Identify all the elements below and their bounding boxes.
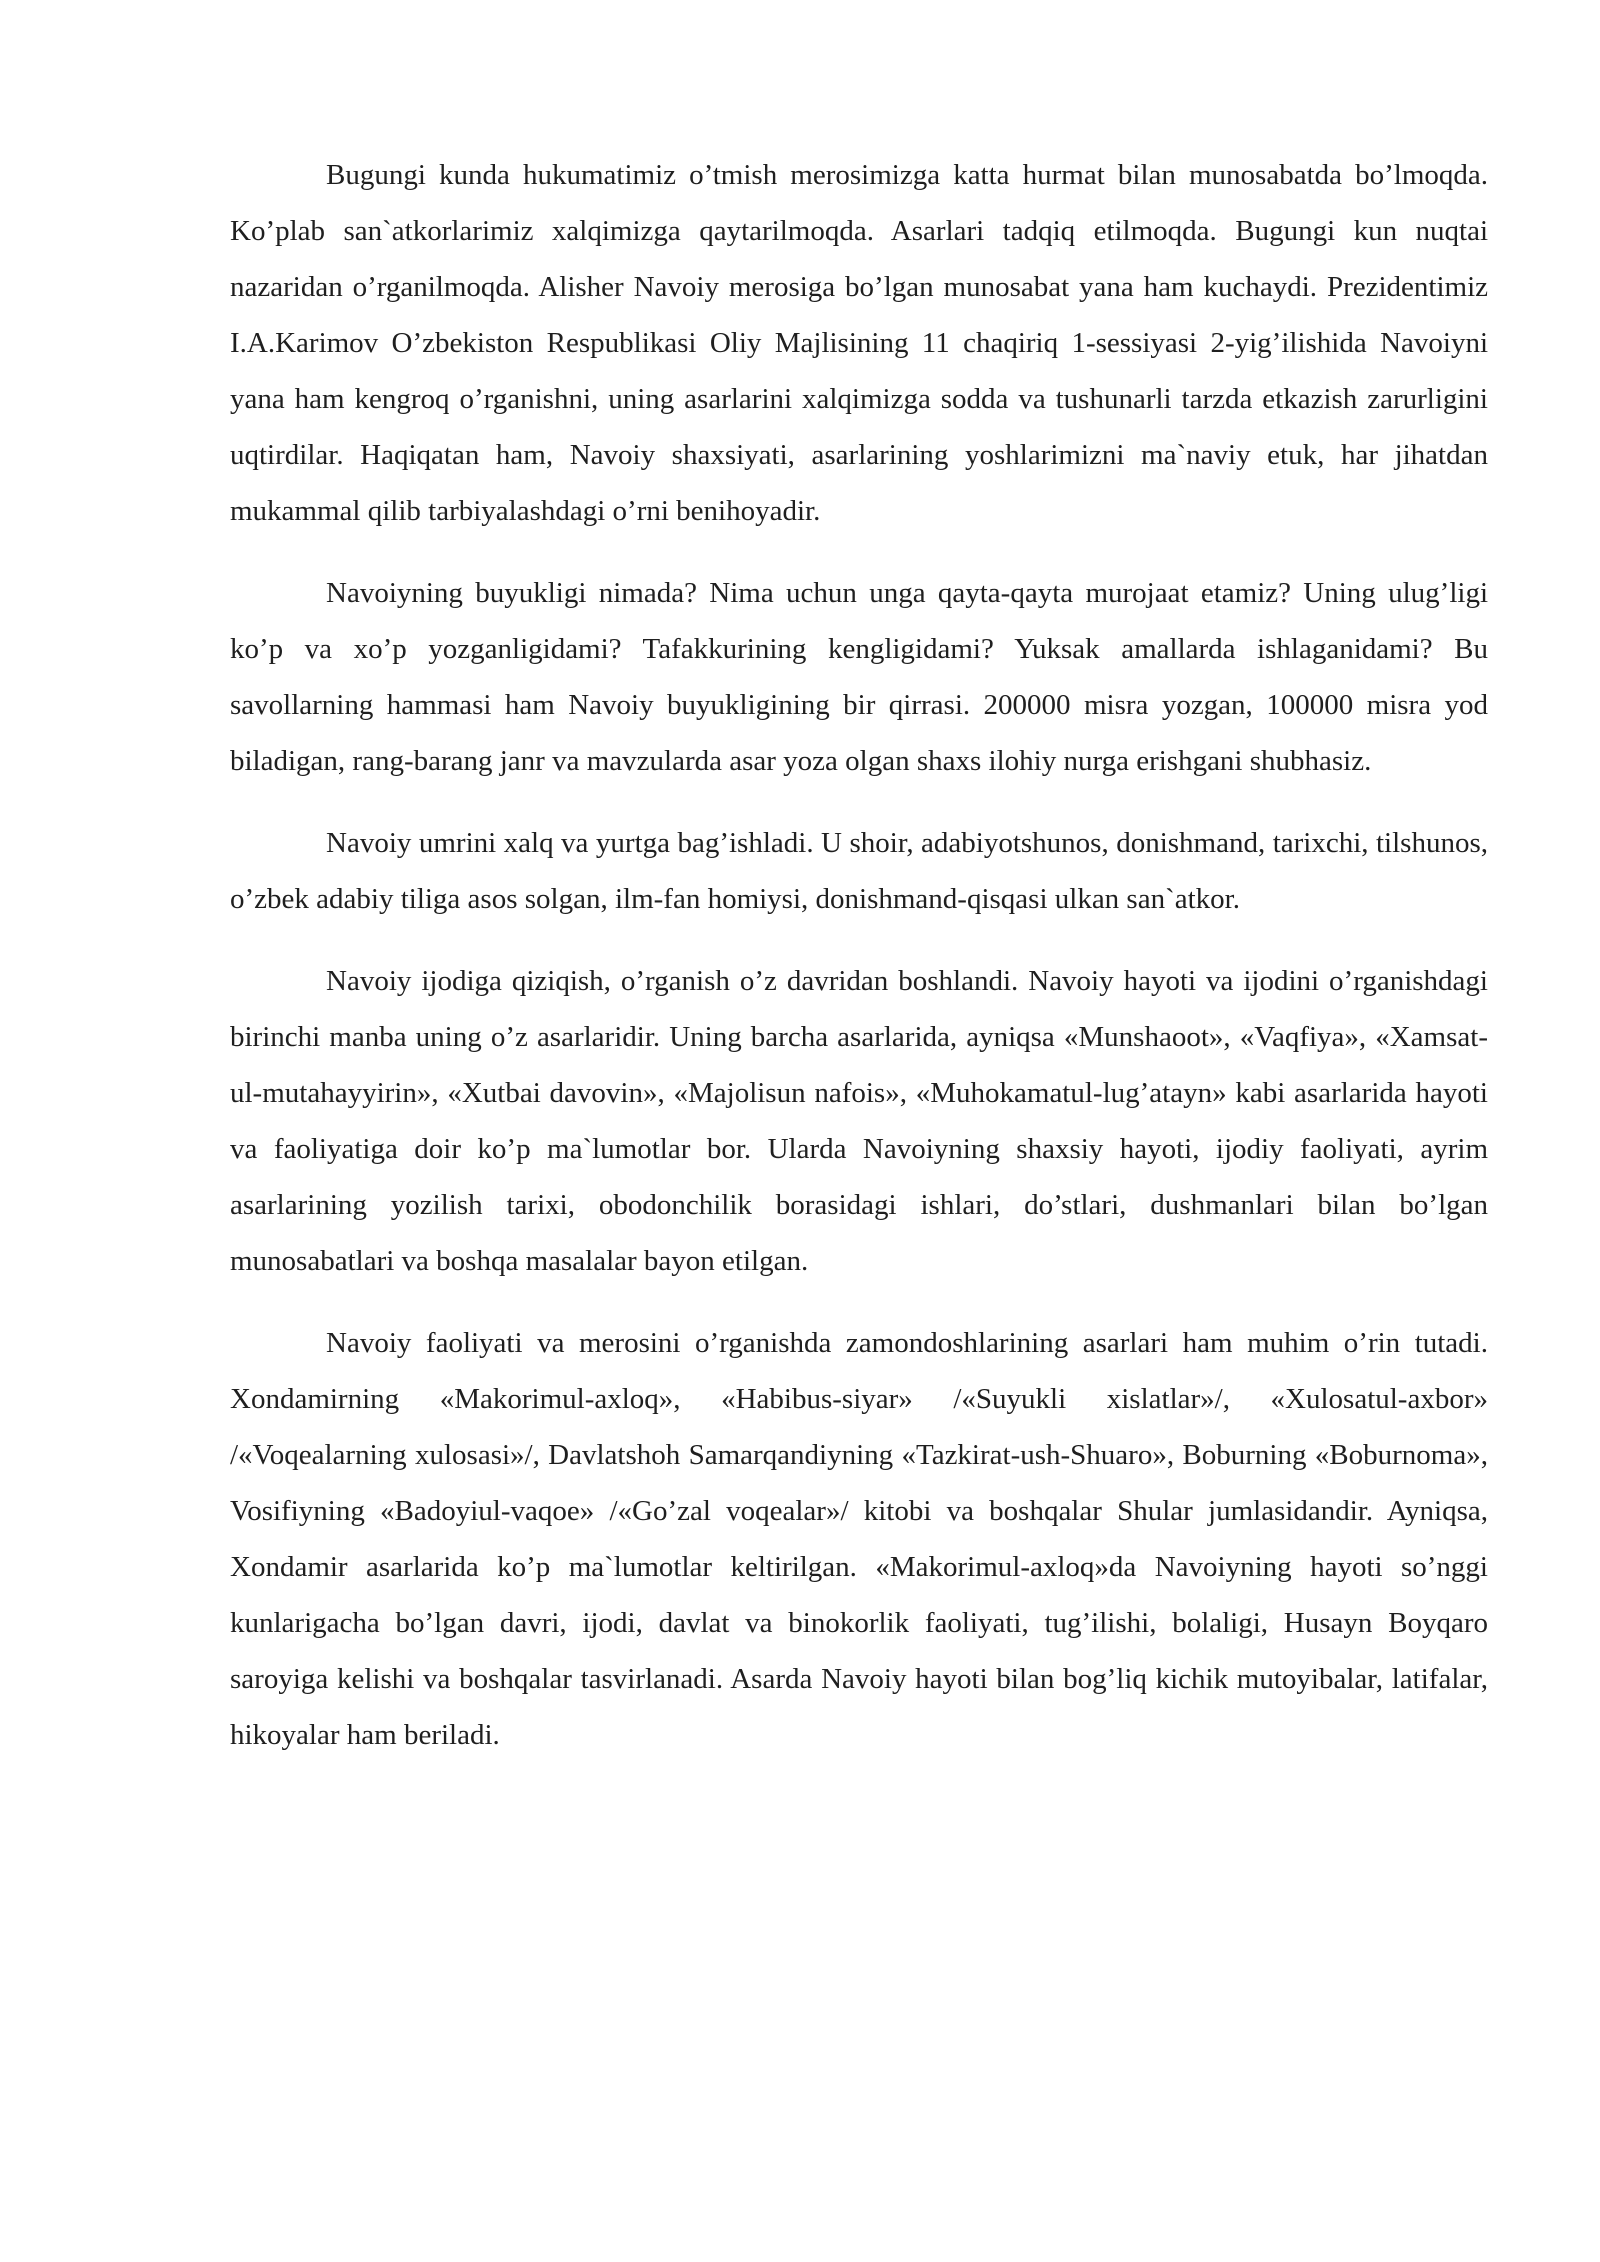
paragraph-3: Navoiy umrini xalq va yurtga bag’ishladi. U shoir, adabiyotshunos, donishmand, tarixchi, tilshunos, o’zbek adabiy tiliga asos solgan, ilm-fan homiysi, donishmand-qisqasi ulkan san`atkor.: [230, 827, 1488, 915]
document-body: [230, 147, 1488, 1789]
paragraph-2: Navoiyning buyukligi nimada? Nima uchun unga qayta-qayta murojaat etamiz? Uning ulug’ligi ko’p va xo’p yozganligidami? Tafakkurining kengligidami? Yuksak amallarda ishlaganidami? Bu savollarning hammasi ham Navoiy buyukligining bir qirrasi. 200000 misra yozgan, 100000 misra yod biladigan, rang-barang janr va mavzularda asar yoza olgan shaxs ilohiy nurga erishgani shubhasiz.: [230, 577, 1488, 777]
paragraph-1: Bugungi kunda hukumatimiz o’tmish merosimizga katta hurmat bilan munosabatda bo’lmoqda. Ko’plab san`atkorlarimiz xalqimizga qaytarilmoqda. Asarlari tadqiq etilmoqda. Bugungi kun nuqtai nazaridan o’rganilmoqda. Alisher Navoiy merosiga bo’lgan munosabat yana ham kuchaydi. Prezidentimiz I.A.Karimov O’zbekiston Respublikasi Oliy Majlisining 11 chaqiriq 1-sessiyasi 2-yig’ilishida Navoiyni yana ham kengroq o’rganishni, uning asarlarini xalqimizga sodda va tushunarli tarzda etkazish zarurligini uqtirdilar. Haqiqatan ham, Navoiy shaxsiyati, asarlarining yoshlarimizni ma`naviy etuk, har jihatdan mukammal qilib tarbiyalashdagi o’rni benihoyadir.: [230, 159, 1488, 527]
paragraph-4: Navoiy ijodiga qiziqish, o’rganish o’z davridan boshlandi. Navoiy hayoti va ijodini o’rganishdagi birinchi manba uning o’z asarlaridir. Uning barcha asarlarida, ayniqsa «Munshaoot», «Vaqfiya», «Xamsat-ul-mutahayyirin», «Xutbai davovin», «Majolisun nafois», «Muhokamatul-lug’atayn» kabi asarlarida hayoti va faoliyatiga doir ko’p ma`lumotlar bor. Ularda Navoiyning shaxsiy hayoti, ijodiy faoliyati, ayrim asarlarining yozilish tarixi, obodonchilik borasidagi ishlari, do’stlari, dushmanlari bilan bo’lgan munosabatlari va boshqa masalalar bayon etilgan.: [230, 965, 1488, 1277]
paragraph-5: Navoiy faoliyati va merosini o’rganishda zamondoshlarining asarlari ham muhim o’rin tutadi. Xondamirning «Makorimul-axloq», «Habibus-siyar» /«Suyukli xislatlar»/, «Xulosatul-axbor» /«Voqealarning xulosasi»/, Davlatshoh Samarqandiyning «Tazkirat-ush-Shuaro», Boburning «Boburnoma», Vosifiyning «Badoyiul-vaqoe» /«Go’zal voqealar»/ kitobi va boshqalar Shular jumlasidandir. Ayniqsa, Xondamir asarlarida ko’p ma`lumotlar keltirilgan. «Makorimul-axloq»da Navoiyning hayoti so’nggi kunlarigacha bo’lgan davri, ijodi, davlat va binokorlik faoliyati, tug’ilishi, bolaligi, Husayn Boyqaro saroyiga kelishi va boshqalar tasvirlanadi. Asarda Navoiy hayoti bilan bog’liq kichik mutoyibalar, latifalar, hikoyalar ham beriladi.: [230, 1327, 1488, 1751]
